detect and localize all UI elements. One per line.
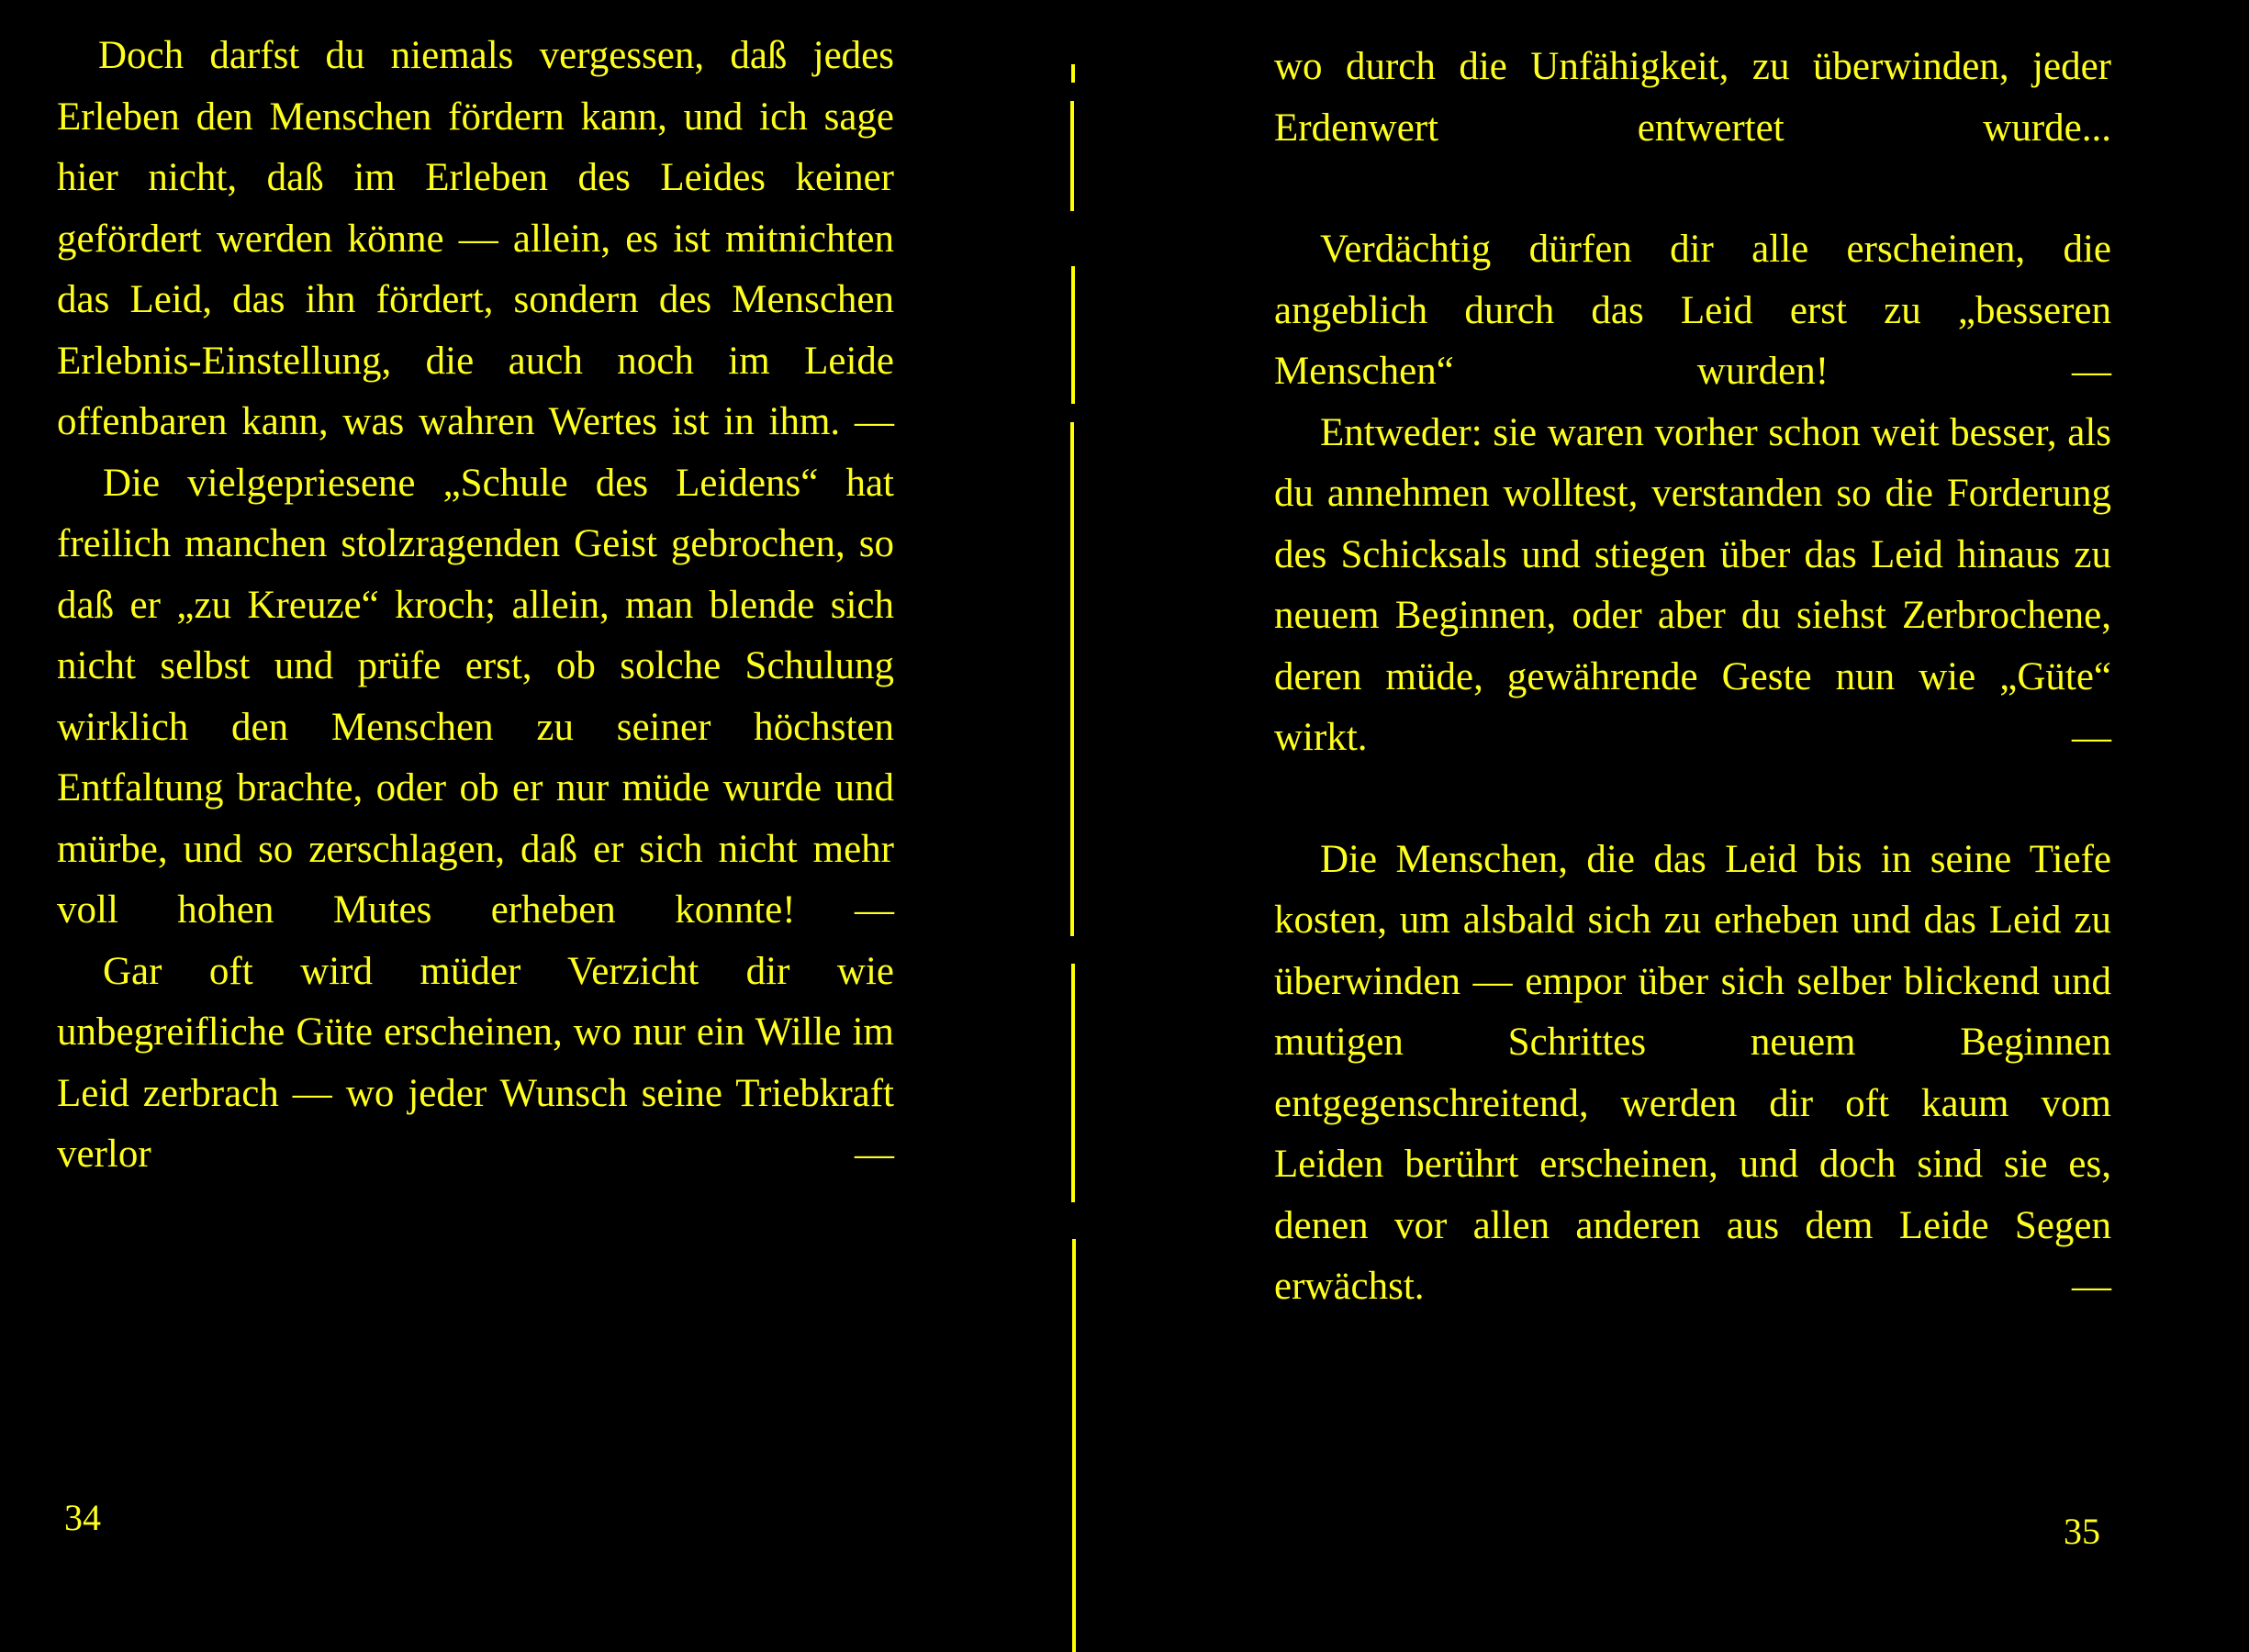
paragraph: Gar oft wird müder Verzicht dir wie unbegreifliche Güte erscheinen, wo nur ein Wille im Leid zerbrach — wo jeder Wunsch seine Triebkraft verlor — [57, 949, 894, 1176]
paragraph: Doch darfst du niemals vergessen, daß jedes Erleben den Menschen fördern kann, und ich sage hier nicht, daß im Erleben des Leides keiner gefördert werden könne — allein, es ist mitnichten das Leid, das ihn fördert, sondern des Menschen Erlebnis-Einstellung, die auch noch im Leide offenbaren kann, was wahren Wertes ist in ihm. — [57, 34, 894, 443]
paragraph: Die vielgepriesene „Schule des Leidens“ hat freilich manchen stolzragenden Geist gebrochen, so daß er „zu Kreuze“ kroch; allein, man blende sich nicht selbst und prüfe erst, ob solche Schulung wirklich den Menschen zu seiner höchsten Entfaltung brachte, oder ob er nur müde wurde und mürbe, und so zerschlagen, daß er sich nicht mehr voll hohen Mutes erheben konnte! — [57, 461, 894, 932]
paragraph: wo durch die Unfähigkeit, zu überwinden, jeder Erdenwert entwertet wurde... [1274, 45, 2111, 150]
right-page [1083, 0, 2249, 1652]
left-page [0, 0, 1074, 1652]
right-page-text [1274, 37, 2111, 1318]
page-number: 35 [2064, 1511, 2100, 1552]
left-page-text [57, 26, 894, 1186]
paragraph: Entweder: sie waren vorher schon weit besser, als du annehmen wolltest, verstanden so die Forderung des Schicksals und stiegen über das Leid hinaus zu neuem Beginnen, oder aber du siehst Zerbrochene, deren müde, gewährende Geste nun wie „Güte“ wirkt. — [1274, 410, 2111, 759]
paragraph: Verdächtig dürfen dir alle erscheinen, die angeblich durch das Leid erst zu „besseren Menschen“ wurden! — [1274, 228, 2111, 393]
paragraph: Die Menschen, die das Leid bis in seine Tiefe kosten, um alsbald sich zu erheben und das Leid zu überwinden — empor über sich selber blickend und mutigen Schrittes neuem Beginnen entgegenschreitend, werden dir oft kaum vom Leiden berührt erscheinen, und doch sind sie es, denen vor allen anderen aus dem Leide Segen erwächst. — [1274, 837, 2111, 1308]
gutter-line [1070, 0, 1076, 1652]
page-number: 34 [64, 1497, 101, 1538]
